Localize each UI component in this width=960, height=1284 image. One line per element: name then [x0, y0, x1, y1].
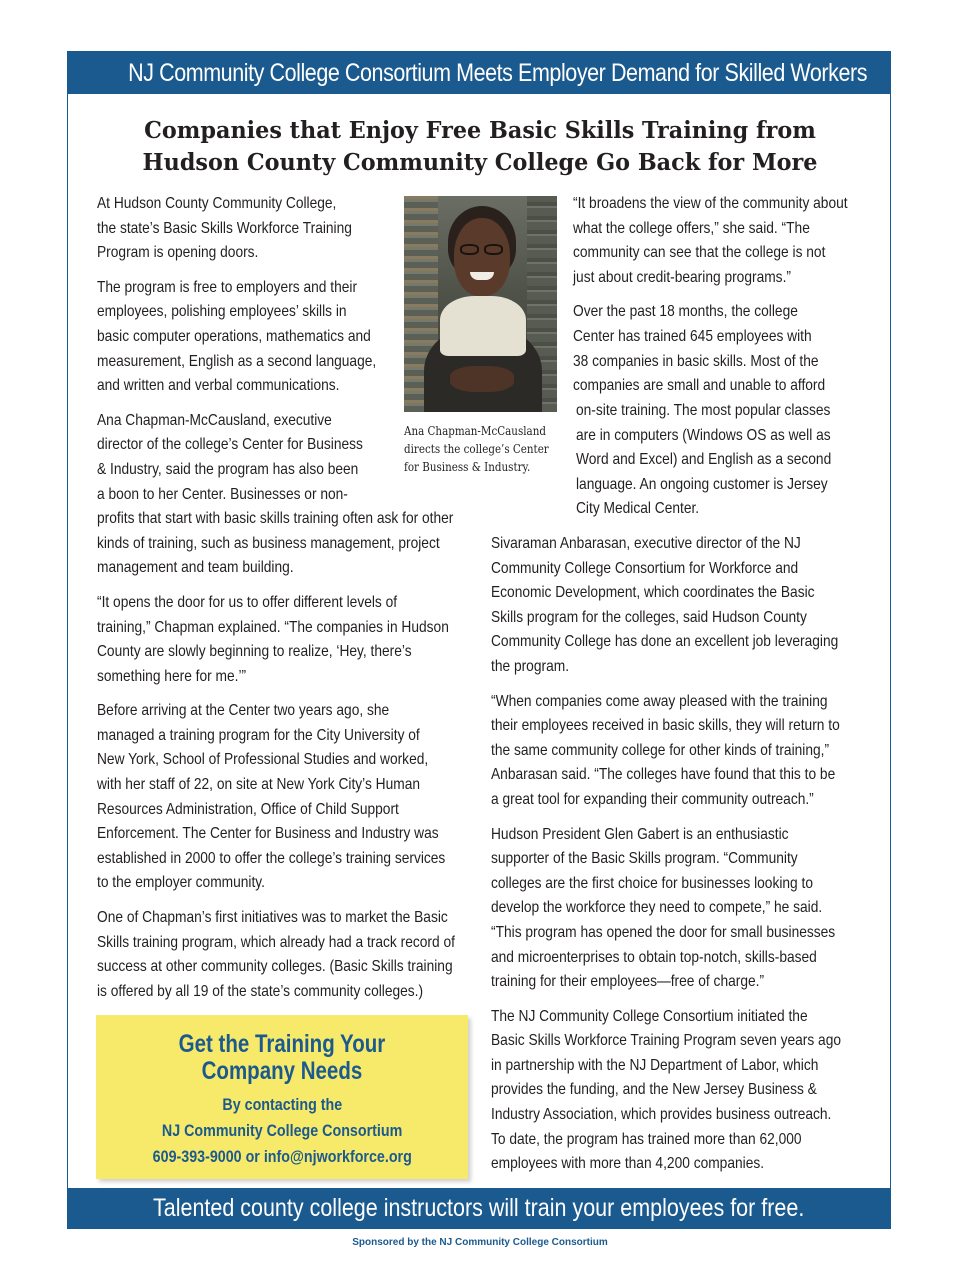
- text-line: Basic Skills Workforce Training Program seven years ago: [491, 1032, 842, 1050]
- text-line: kinds of training, such as business management, project: [97, 534, 440, 552]
- headline-line-1: Companies that Enjoy Free Basic Skills Training from: [144, 117, 816, 144]
- text-line: are in computers (Windows OS as well as: [576, 426, 831, 444]
- banner-title: NJ Community College Consortium Meets Employer Demand for Skilled Workers: [128, 59, 868, 87]
- text-line: training for their employees—free of charge.”: [491, 973, 765, 991]
- text-line: Before arriving at the Center two years ago, she: [97, 702, 390, 720]
- text-line: managed a training program for the City University of: [97, 726, 420, 744]
- text-line: supporter of the Basic Skills program. “Community: [491, 850, 798, 868]
- right-column-top: [573, 192, 873, 399]
- text-line: established in 2000 to offer the college’s training services: [97, 849, 446, 867]
- text-line: One of Chapman’s first initiatives was to market the Basic: [97, 909, 448, 927]
- text-line: training,” Chapman explained. “The companies in Hudson: [97, 618, 449, 636]
- callout-title: [96, 1031, 468, 1085]
- text-line: language. An ongoing customer is Jersey: [576, 475, 828, 493]
- text-line: Ana Chapman-McCausland: [404, 424, 546, 438]
- text-line: employees, polishing employees’ skills in: [97, 303, 347, 321]
- paragraph: [97, 699, 477, 896]
- text-line: Economic Development, which coordinates the Basic: [491, 584, 815, 602]
- text-line: and microenterprises to obtain top-notch, skills-based: [491, 948, 817, 966]
- text-line: management and team building.: [97, 559, 294, 577]
- text-line: Over the past 18 months, the college: [573, 303, 798, 321]
- text-line: for Business & Industry.: [404, 460, 531, 474]
- text-line: the program.: [491, 657, 570, 675]
- text-line: measurement, English as a second language,: [97, 352, 377, 370]
- text-line: 38 companies in basic skills. Most of the: [573, 352, 819, 370]
- text-line: develop the workforce they need to compete,” he said.: [491, 899, 823, 917]
- text-line: Program is opening doors.: [97, 244, 259, 262]
- text-line: colleges are the first choice for businesses looking to: [491, 874, 814, 892]
- text-line: success at other community colleges. (Basic Skills training: [97, 958, 453, 976]
- text-line: At Hudson County Community College,: [97, 195, 337, 212]
- text-line: director of the college’s Center for Business: [97, 436, 363, 454]
- text-line: City Medical Center.: [576, 500, 700, 518]
- paragraph: [573, 192, 873, 290]
- text-line: Skills program for the colleges, said Hudson County: [491, 608, 807, 626]
- right-column-wrap: [576, 399, 876, 532]
- headline-line-2: Hudson County Community College Go Back for More: [142, 149, 818, 176]
- text-line: & Industry, said the program has also been: [97, 460, 359, 478]
- text-line: companies are small and unable to afford: [573, 377, 826, 395]
- text-line: and written and verbal communications.: [97, 377, 340, 395]
- text-line: their employees received in basic skills, they will return to: [491, 717, 840, 735]
- footer-tagline: Talented county college instructors will train your employees for free.: [153, 1194, 805, 1222]
- paragraph: [573, 300, 873, 398]
- paragraph: [491, 532, 881, 680]
- text-line: “This program has opened the door for small businesses: [491, 923, 836, 941]
- text-line: a boon to her Center. Businesses or non-: [97, 485, 348, 503]
- paragraph: [576, 399, 876, 522]
- text-line: directs the college’s Center: [404, 442, 549, 456]
- text-line: To date, the program has trained more than 62,000: [491, 1130, 802, 1148]
- callout-contact: [96, 1092, 468, 1170]
- callout-title-line-2: Company Needs: [201, 1057, 363, 1085]
- article-headline: [0, 115, 960, 179]
- text-line: what the college offers,” she said. “The: [573, 219, 810, 237]
- contact-callout: [96, 1015, 468, 1179]
- text-line: just about credit-bearing programs.”: [573, 268, 791, 286]
- text-line: “It broadens the view of the community about: [573, 195, 848, 212]
- text-line: Word and Excel) and English as a second: [576, 451, 832, 469]
- text-line: Anbarasan said. “The colleges have found that this to be: [491, 766, 836, 784]
- right-column-bottom: [491, 532, 881, 1187]
- paragraph: [491, 823, 881, 995]
- text-line: the same community college for other kinds of training,”: [491, 741, 830, 759]
- callout-title-line-1: Get the Training Your: [178, 1030, 386, 1058]
- text-line: to the employer community.: [97, 874, 265, 892]
- text-line: Community College has done an excellent job leveraging: [491, 633, 839, 651]
- bottom-banner: [68, 1188, 890, 1228]
- text-line: basic computer operations, mathematics and: [97, 327, 371, 345]
- text-line: on-site training. The most popular classes: [576, 402, 831, 419]
- text-line: Skills training program, which already had a track record of: [97, 933, 455, 951]
- text-line: in partnership with the NJ Department of Labor, which: [491, 1056, 819, 1074]
- text-line: Hudson President Glen Gabert is an enthusiastic: [491, 825, 789, 843]
- text-line: employees with more than 4,200 companies.: [491, 1155, 765, 1173]
- text-line: profits that start with basic skills training often ask for other: [97, 510, 454, 528]
- text-line: with her staff of 22, on site at New York City’s Human: [97, 776, 421, 794]
- text-line: New York, School of Professional Studies and worked,: [97, 751, 429, 769]
- text-line: Sivaraman Anbarasan, executive director of the NJ: [491, 535, 801, 552]
- callout-contact-line-1: By contacting the: [222, 1095, 342, 1114]
- text-line: something here for me.’”: [97, 667, 247, 685]
- paragraph: [97, 591, 477, 689]
- text-line: Community College Consortium for Workforce and: [491, 559, 799, 577]
- text-line: County are slowly beginning to realize, ‘Hey, there’s: [97, 643, 412, 661]
- text-line: a great tool for expanding their community outreach.”: [491, 790, 814, 808]
- paragraph: [97, 906, 477, 1004]
- text-line: Center has trained 645 employees with: [573, 327, 812, 345]
- paragraph: [491, 1005, 881, 1177]
- text-line: The NJ Community College Consortium initiated the: [491, 1007, 808, 1025]
- text-line: the state’s Basic Skills Workforce Training: [97, 219, 352, 237]
- photo-caption: [404, 422, 564, 476]
- text-line: is offered by all 19 of the state’s community colleges.): [97, 982, 424, 1000]
- text-line: The program is free to employers and their: [97, 278, 358, 296]
- callout-contact-info[interactable]: 609-393-9000 or info@njworkforce.org: [152, 1147, 412, 1166]
- text-line: provides the funding, and the New Jersey Business &: [491, 1081, 817, 1099]
- text-line: community can see that the college is not: [573, 244, 826, 262]
- text-line: Resources Administration, Office of Child Support: [97, 800, 399, 818]
- callout-contact-line-2: NJ Community College Consortium: [161, 1121, 403, 1140]
- paragraph: [491, 690, 881, 813]
- text-line: Industry Association, which provides business outreach.: [491, 1106, 832, 1124]
- text-line: Enforcement. The Center for Business and Industry was: [97, 825, 439, 843]
- top-banner: [68, 52, 890, 94]
- sponsor-line: Sponsored by the NJ Community College Consortium: [352, 1237, 608, 1248]
- text-line: “When companies come away pleased with the training: [491, 692, 828, 710]
- text-line: “It opens the door for us to offer different levels of: [97, 593, 398, 611]
- portrait-photo: [404, 196, 557, 412]
- text-line: Ana Chapman-McCausland, executive: [97, 411, 332, 429]
